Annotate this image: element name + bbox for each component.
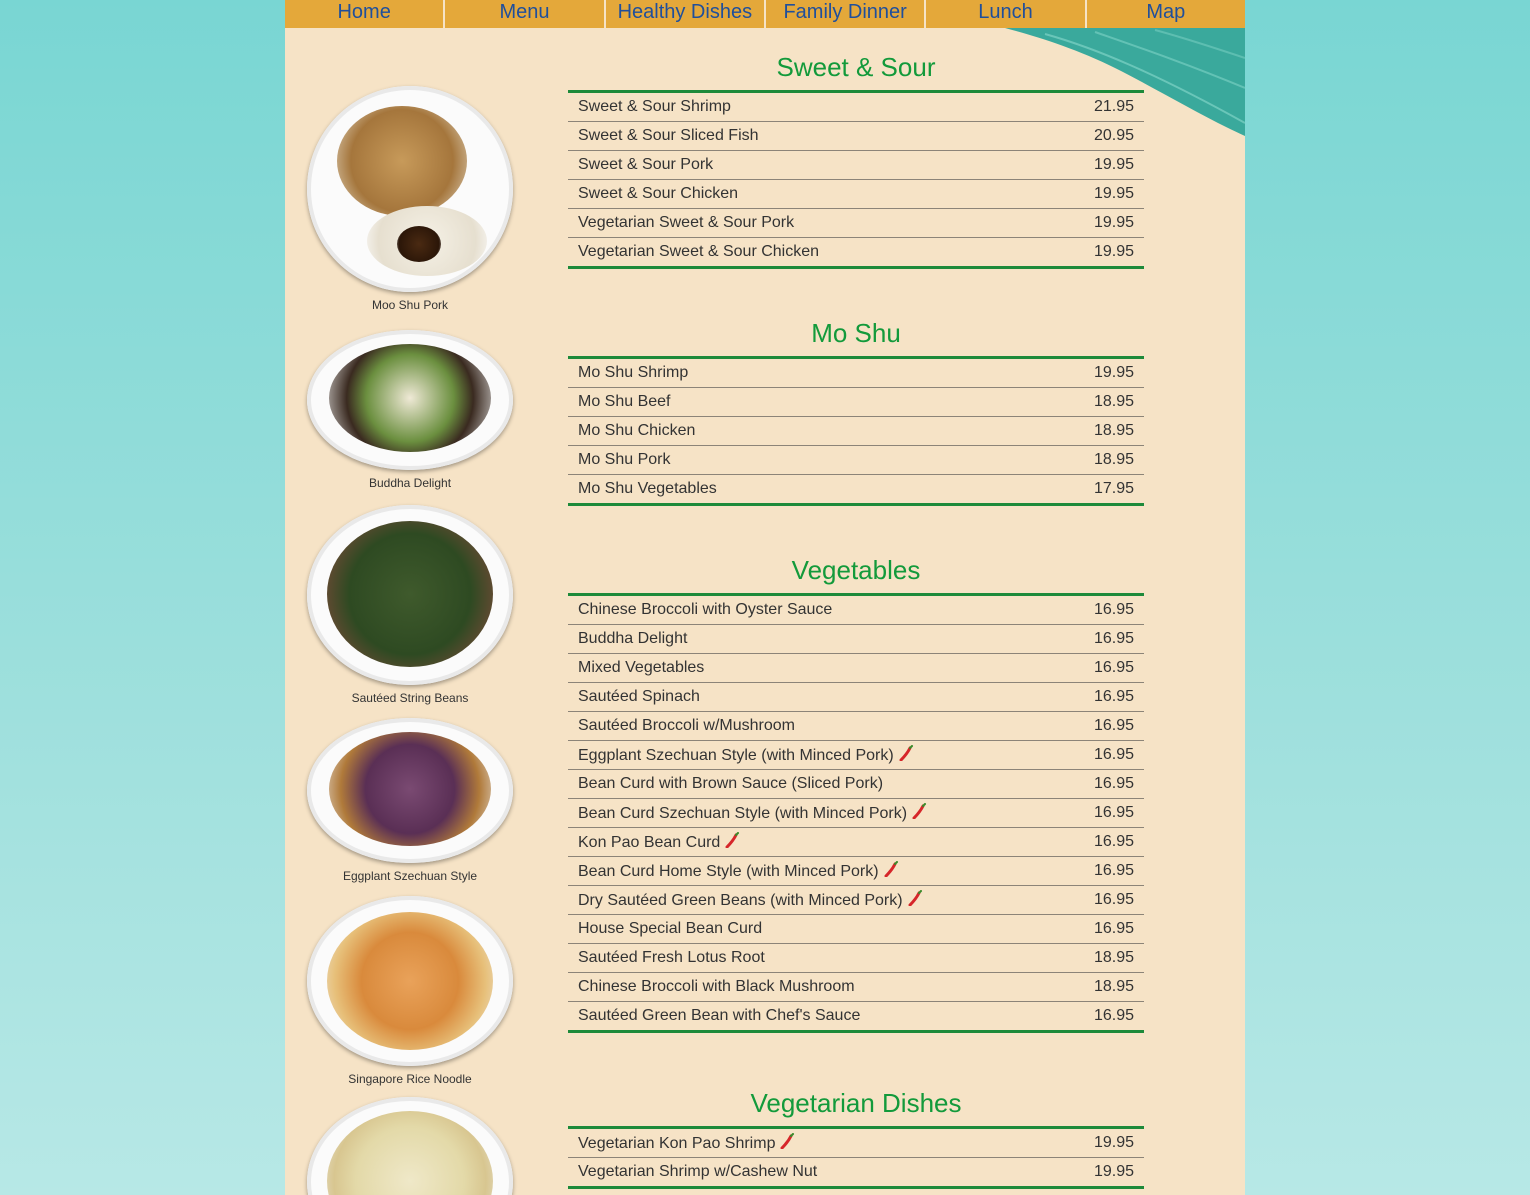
menu-item-cell <box>568 475 1064 505</box>
spicy-pepper-icon <box>911 803 927 819</box>
menu-item-price: 16.95 <box>1064 857 1144 886</box>
menu-item-price: 19.95 <box>1064 151 1144 180</box>
menu-item-cell <box>568 417 1064 446</box>
nav-home[interactable]: Home <box>285 0 445 28</box>
menu-item-name: Buddha Delight <box>578 630 688 647</box>
spicy-pepper-icon <box>779 1133 795 1149</box>
menu-table <box>568 356 1144 506</box>
menu-item-cell <box>568 1158 1064 1188</box>
spicy-pepper-icon <box>907 890 923 906</box>
menu-item-cell <box>568 209 1064 238</box>
menu-item-price: 18.95 <box>1064 388 1144 417</box>
menu-item-price: 19.95 <box>1064 180 1144 209</box>
menu-item-name: Mo Shu Shrimp <box>578 364 689 381</box>
menu-item-name: Dry Sautéed Green Beans (with Minced Pork) <box>578 892 903 909</box>
menu-item-row <box>568 417 1144 446</box>
menu-item-price: 16.95 <box>1064 828 1144 857</box>
menu-item-row <box>568 857 1144 886</box>
section-title: Sweet & Sour <box>776 52 936 82</box>
menu-item-row <box>568 238 1144 268</box>
dish-photo-singapore-rice-noodle[interactable] <box>307 896 513 1086</box>
menu-item-cell <box>568 1128 1064 1158</box>
menu-item-name: Mo Shu Pork <box>578 451 671 468</box>
menu-item-row <box>568 799 1144 828</box>
dish-photo-eggplant-szechuan-style[interactable] <box>307 718 513 883</box>
menu-item-name: Chinese Broccoli with Black Mushroom <box>578 978 855 995</box>
menu-item-name: Vegetarian Sweet & Sour Pork <box>578 214 795 231</box>
menu-item-row <box>568 92 1144 122</box>
menu-item-name: Mo Shu Vegetables <box>578 480 717 497</box>
menu-item-price: 19.95 <box>1093 1163 1134 1180</box>
menu-section <box>568 553 1144 1033</box>
menu-item-cell <box>568 857 1064 886</box>
menu-item-price: 16.95 <box>1064 770 1144 799</box>
menu-item-row <box>568 944 1144 973</box>
menu-item-price: 16.95 <box>1064 625 1144 654</box>
menu-table <box>568 1126 1144 1189</box>
menu-page <box>285 0 1245 1195</box>
dish-caption: Singapore Rice Noodle <box>348 1072 472 1086</box>
menu-item-price: 18.95 <box>1064 446 1144 475</box>
dish-image <box>307 1097 513 1195</box>
menu-section <box>568 1086 1144 1189</box>
menu-item-cell <box>568 683 1064 712</box>
menu-item-price: 16.95 <box>1064 799 1144 828</box>
menu-item-price: 19.95 <box>1064 358 1144 388</box>
section-title: Vegetables <box>791 555 921 585</box>
menu-item-name: House Special Bean Curd <box>578 920 763 937</box>
dish-image <box>307 896 513 1066</box>
menu-item-row <box>568 683 1144 712</box>
menu-item-name: Sautéed Green Bean with Chef's Sauce <box>578 1007 861 1024</box>
menu-item-row <box>568 886 1144 915</box>
menu-item-price: 16.95 <box>1064 741 1144 770</box>
menu-item-cell <box>568 180 1064 209</box>
menu-item-row <box>568 209 1144 238</box>
menu-item-name: Mixed Vegetables <box>578 659 705 676</box>
menu-item-row <box>568 388 1144 417</box>
menu-item-cell <box>568 595 1064 625</box>
menu-item-cell <box>568 238 1064 268</box>
menu-item-name: Vegetarian Shrimp w/Cashew Nut <box>578 1163 818 1180</box>
menu-item-name: Sautéed Spinach <box>578 688 700 705</box>
menu-item-price: 18.95 <box>1064 417 1144 446</box>
menu-item-row <box>568 741 1144 770</box>
dish-photo-moo-shu-pork[interactable] <box>307 86 513 312</box>
menu-item-cell <box>568 625 1064 654</box>
menu-item-cell <box>568 712 1064 741</box>
menu-item-cell <box>568 1002 1064 1032</box>
spicy-pepper-icon <box>898 745 914 761</box>
spicy-pepper-icon <box>724 832 740 848</box>
menu-item-price: 16.95 <box>1064 595 1144 625</box>
menu-item-row <box>568 712 1144 741</box>
section-title: Mo Shu <box>811 318 901 348</box>
menu-item-cell <box>568 388 1064 417</box>
menu-item-row <box>568 770 1144 799</box>
menu-item-name: Kon Pao Bean Curd <box>578 834 721 851</box>
menu-item-price: 19.95 <box>1064 1128 1144 1158</box>
menu-item-row <box>568 595 1144 625</box>
menu-item-price: 17.95 <box>1093 480 1134 497</box>
menu-item-price: 18.95 <box>1064 944 1144 973</box>
menu-item-price: 16.95 <box>1093 1007 1134 1024</box>
menu-item-row <box>568 1128 1144 1158</box>
menu-item-cell <box>568 446 1064 475</box>
menu-item-row <box>568 151 1144 180</box>
menu-item-cell <box>568 122 1064 151</box>
menu-item-row <box>568 358 1144 388</box>
menu-item-price: 16.95 <box>1064 886 1144 915</box>
dish-caption: Moo Shu Pork <box>371 298 449 312</box>
menu-section <box>568 50 1144 269</box>
menu-item-price: 21.95 <box>1064 92 1144 122</box>
menu-item-cell <box>568 973 1064 1002</box>
menu-item-name: Chinese Broccoli with Oyster Sauce <box>578 601 833 618</box>
menu-item-row <box>568 122 1144 151</box>
menu-item-cell <box>568 886 1064 915</box>
nav-lunch[interactable]: Lunch <box>926 0 1086 28</box>
nav-menu[interactable]: Menu <box>445 0 605 28</box>
menu-item-cell <box>568 92 1064 122</box>
section-title: Vegetarian Dishes <box>750 1088 962 1118</box>
menu-item-row <box>568 973 1144 1002</box>
menu-item-price: 16.95 <box>1064 915 1144 944</box>
menu-item-row <box>568 1002 1144 1032</box>
menu-item-name: Sautéed Fresh Lotus Root <box>578 949 765 966</box>
nav-healthy-dishes[interactable]: Healthy Dishes <box>606 0 766 28</box>
menu-item-name: Mo Shu Chicken <box>578 422 696 439</box>
menu-item-cell <box>568 944 1064 973</box>
menu-item-name: Bean Curd Home Style (with Minced Pork) <box>578 863 879 880</box>
nav-family-dinner[interactable]: Family Dinner <box>766 0 926 28</box>
menu-item-row <box>568 475 1144 505</box>
dish-image <box>307 718 513 863</box>
menu-item-name: Sautéed Broccoli w/Mushroom <box>578 717 795 734</box>
dish-caption: Eggplant Szechuan Style <box>342 869 478 883</box>
menu-item-price: 16.95 <box>1064 683 1144 712</box>
menu-item-row <box>568 446 1144 475</box>
dish-caption: Buddha Delight <box>368 476 452 490</box>
menu-item-price: 19.95 <box>1093 243 1134 260</box>
menu-section <box>568 316 1144 506</box>
dish-image <box>307 505 513 685</box>
menu-item-cell <box>568 151 1064 180</box>
menu-item-cell <box>568 741 1064 770</box>
menu-item-price: 20.95 <box>1064 122 1144 151</box>
menu-item-row <box>568 654 1144 683</box>
menu-item-row <box>568 625 1144 654</box>
menu-item-cell <box>568 828 1064 857</box>
menu-item-name: Mo Shu Beef <box>578 393 671 410</box>
menu-item-row <box>568 915 1144 944</box>
menu-item-cell <box>568 358 1064 388</box>
menu-item-price: 16.95 <box>1064 654 1144 683</box>
menu-item-name: Sweet & Sour Shrimp <box>578 98 731 115</box>
menu-item-cell <box>568 654 1064 683</box>
menu-table <box>568 593 1144 1033</box>
menu-item-price: 18.95 <box>1064 973 1144 1002</box>
dish-caption: Sautéed String Beans <box>351 691 469 705</box>
menu-item-name: Sweet & Sour Chicken <box>578 185 739 202</box>
top-navigation <box>285 0 1245 28</box>
menu-item-name: Eggplant Szechuan Style (with Minced Pork) <box>578 747 894 764</box>
menu-item-name: Vegetarian Kon Pao Shrimp <box>578 1135 776 1152</box>
spicy-pepper-icon <box>883 861 899 877</box>
menu-item-price: 16.95 <box>1064 712 1144 741</box>
menu-item-cell <box>568 799 1064 828</box>
menu-item-name: Vegetarian Sweet & Sour Chicken <box>578 243 820 260</box>
dish-photo-buddha-delight[interactable] <box>307 330 513 490</box>
nav-map[interactable]: Map <box>1146 1 1186 23</box>
menu-item-name: Bean Curd with Brown Sauce (Sliced Pork) <box>578 775 884 792</box>
dish-photo-sauteed-string-beans[interactable] <box>307 505 513 705</box>
menu-table <box>568 90 1144 269</box>
menu-item-row <box>568 1158 1144 1188</box>
dish-photo-fried-rice[interactable] <box>307 1097 513 1195</box>
menu-item-price: 19.95 <box>1064 209 1144 238</box>
menu-item-cell <box>568 770 1064 799</box>
dish-image <box>307 330 513 470</box>
menu-item-name: Sweet & Sour Pork <box>578 156 714 173</box>
dish-image <box>307 86 513 292</box>
menu-item-name: Bean Curd Szechuan Style (with Minced Pork) <box>578 805 908 822</box>
menu-item-row <box>568 180 1144 209</box>
menu-item-row <box>568 828 1144 857</box>
menu-item-cell <box>568 915 1064 944</box>
menu-item-name: Sweet & Sour Sliced Fish <box>578 127 759 144</box>
